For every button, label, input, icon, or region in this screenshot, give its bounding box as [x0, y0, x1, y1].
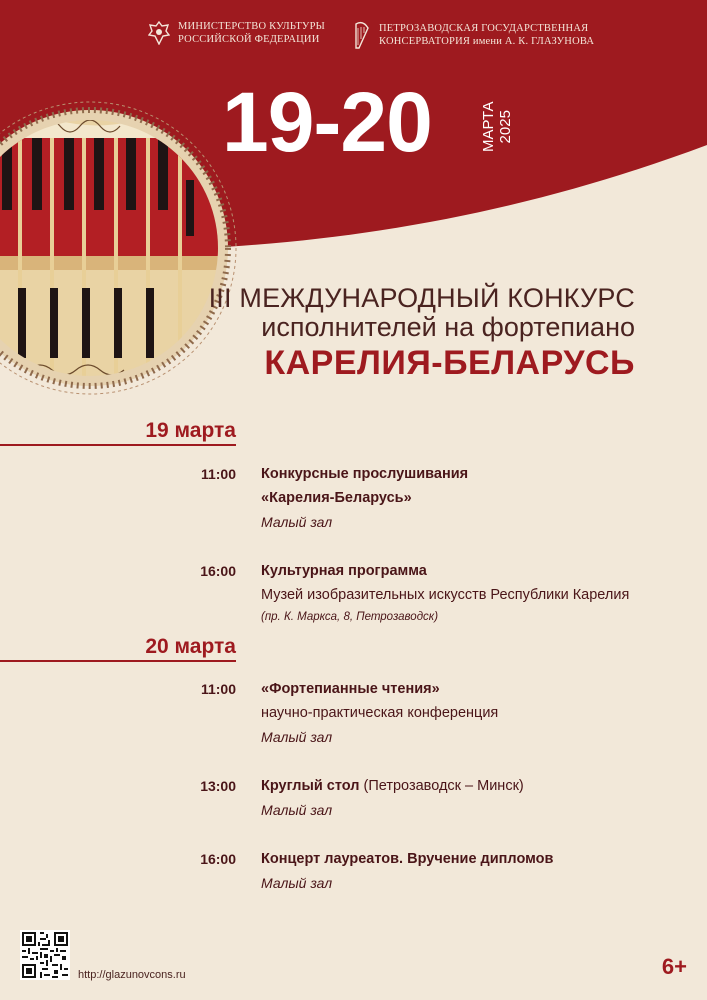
- day-heading: [0, 634, 236, 662]
- event-title: Концерт лауреатов. Вручение дипломов: [261, 851, 554, 867]
- age-rating-badge: 6+: [661, 954, 687, 979]
- event-title-line-2: «Карелия-Беларусь»: [261, 490, 412, 506]
- date-year: 2025: [497, 110, 514, 144]
- event-time: 13:00: [200, 778, 236, 794]
- date-month-year: [480, 101, 514, 152]
- piano-keyboard-illustration: [0, 98, 240, 398]
- conservatory-line-1: ПЕТРОЗАВОДСКАЯ ГОСУДАРСТВЕННАЯ: [379, 23, 589, 34]
- emblem-icon: [148, 21, 170, 45]
- event-description: научно-практическая конференция: [261, 705, 499, 721]
- title-line-2: исполнителей на фортепиано: [261, 312, 635, 342]
- event-title: Конкурсные прослушивания: [261, 466, 469, 482]
- event-venue: Малый зал: [261, 514, 333, 530]
- date-month: МАРТА: [480, 101, 497, 152]
- day-heading: [0, 418, 236, 446]
- event-time: 11:00: [200, 466, 236, 482]
- event-title: Культурная программа: [261, 563, 427, 579]
- event-title: «Фортепианные чтения»: [261, 681, 440, 697]
- event-venue: Малый зал: [261, 875, 333, 891]
- event-title: Круглый стол: [261, 778, 360, 794]
- ministry-logo: [148, 20, 325, 46]
- ministry-line-1: МИНИСТЕРСТВО КУЛЬТУРЫ: [178, 21, 325, 32]
- event-time: 16:00: [200, 563, 236, 579]
- conservatory-logo: [353, 20, 594, 50]
- event-description: Музей изобразительных искусств Республики Карелия: [261, 587, 630, 603]
- day-label: 19 марта: [145, 419, 236, 442]
- title-line-3: КАРЕЛИЯ-БЕЛАРУСЬ: [264, 344, 635, 382]
- event-title-suffix: (Петрозаводск – Минск): [359, 778, 524, 794]
- event-address: (пр. К. Маркса, 8, Петрозаводск): [261, 611, 439, 623]
- ministry-line-2: РОССИЙСКОЙ ФЕДЕРАЦИИ: [178, 34, 320, 45]
- harp-icon: [353, 20, 371, 50]
- event-venue: Малый зал: [261, 802, 333, 818]
- event-time: 16:00: [200, 851, 236, 867]
- title-line-1: III МЕЖДУНАРОДНЫЙ КОНКУРС: [208, 283, 635, 313]
- website-link[interactable]: http://glazunovcons.ru: [78, 969, 186, 981]
- date-range: 19-20: [222, 75, 432, 169]
- event-time: 11:00: [200, 681, 236, 697]
- event-venue: Малый зал: [261, 729, 333, 745]
- conservatory-line-2: КОНСЕРВАТОРИЯ имени А. К. ГЛАЗУНОВА: [379, 36, 595, 47]
- qr-code-icon: [20, 930, 70, 980]
- day-label: 20 марта: [145, 635, 236, 658]
